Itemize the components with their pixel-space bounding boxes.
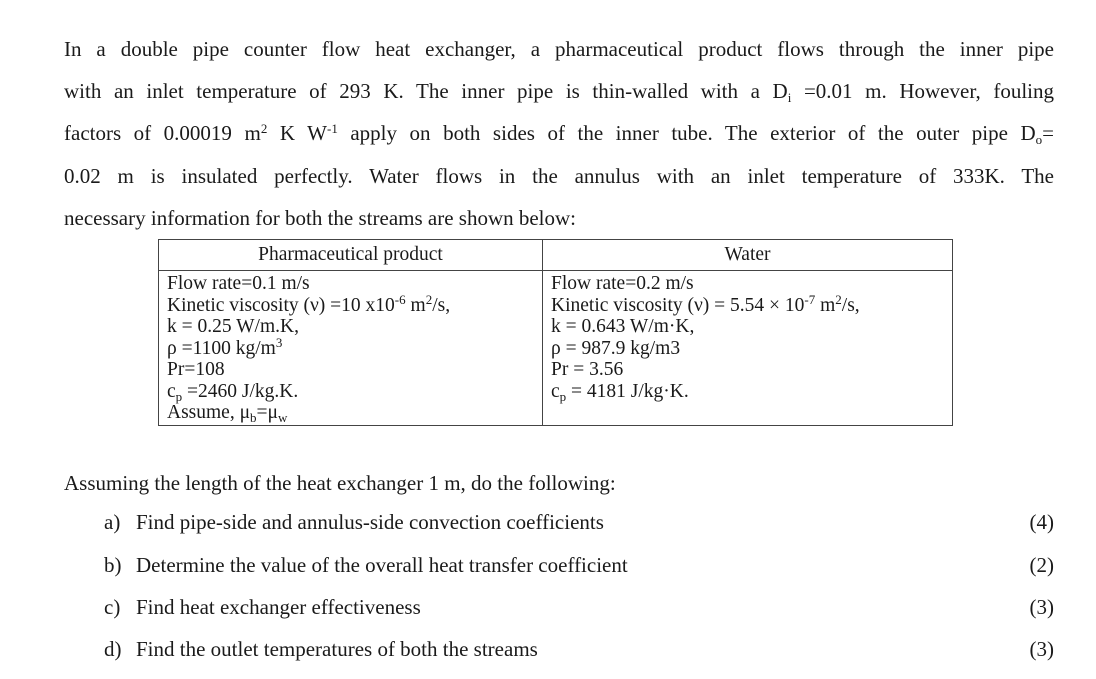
question-text: Find the outlet temperatures of both the streams — [136, 637, 538, 661]
table-header-row — [159, 240, 953, 271]
product-viscosity: Kinetic viscosity (ν) =10 $x10^{-6}$ $m^2/s$, — [167, 291, 451, 316]
water-properties — [543, 271, 953, 426]
water-flow-rate: Flow rate=0.2 m/s — [551, 273, 694, 294]
question-c — [104, 593, 1054, 621]
product-conductivity: k = 0.25 W/m.K, — [167, 316, 299, 337]
question-text: Find pipe-side and annulus-side convection coefficients — [136, 510, 604, 534]
question-text: Determine the value of the overall heat transfer coefficient — [136, 553, 628, 577]
question-d — [104, 635, 1054, 663]
question-label: b) — [104, 553, 122, 577]
intro-line-2: with an inlet temperature of 293 K. The inner pipe is thin-walled with a $D_i =0.01$ m. However, fouling — [64, 79, 1054, 106]
water-conductivity: k = 0.643 W/m·K, — [551, 316, 695, 337]
product-heat-capacity: $c_p =2460$ J/kg.K. — [167, 380, 299, 404]
intro-line-1: In a double pipe counter flow heat exchanger, a pharmaceutical product flows through the inner pipe — [64, 37, 1054, 61]
water-viscosity: Kinetic viscosity $(\nu) = 5.54 \times 10^{-7}$ $m^2/s$, — [551, 291, 860, 316]
product-assume: Assume, $\mu_b=\mu_w$ — [167, 402, 288, 425]
question-b — [104, 551, 1054, 579]
intro-line-3: factors of 0.00019 $m^2$ K $W^{-1}$ apply on both sides of the inner tube. The exterior of the outer pipe $D_o=$ — [64, 121, 1054, 148]
question-marks: (3) — [1029, 595, 1054, 619]
question-text: Find heat exchanger effectiveness — [136, 595, 421, 619]
question-marks: (3) — [1029, 637, 1054, 661]
water-density: ρ = 987.9 kg/m3 — [551, 337, 681, 359]
problem-statement — [64, 28, 1054, 239]
product-prandtl: Pr=108 — [167, 359, 225, 380]
question-a — [104, 508, 1054, 536]
question-marks: (4) — [1029, 510, 1054, 534]
properties-table — [158, 239, 953, 426]
question-label: c) — [104, 595, 121, 619]
water-prandtl: Pr = 3.56 — [551, 359, 624, 380]
water-heat-capacity: $c_p = 4181$ J/kg·K. — [551, 380, 689, 404]
intro-line-4: 0.02 m is insulated perfectly. Water flows in the annulus with an inlet temperature of 333K. The — [64, 163, 1054, 188]
intro-line-5: necessary information for both the streams are shown below: — [64, 205, 577, 230]
header-water: Water — [543, 240, 953, 271]
header-product: Pharmaceutical product — [159, 240, 543, 271]
product-properties — [159, 271, 543, 426]
assuming-statement: Assuming the length of the heat exchanger 1 m, do the following: — [64, 471, 616, 495]
question-marks: (2) — [1029, 553, 1054, 577]
question-label: a) — [104, 510, 121, 534]
product-density: ρ =1100 $kg/m^3$ — [167, 334, 283, 359]
question-label: d) — [104, 637, 122, 661]
product-flow-rate: Flow rate=0.1 m/s — [167, 273, 310, 294]
table-row — [159, 271, 953, 426]
